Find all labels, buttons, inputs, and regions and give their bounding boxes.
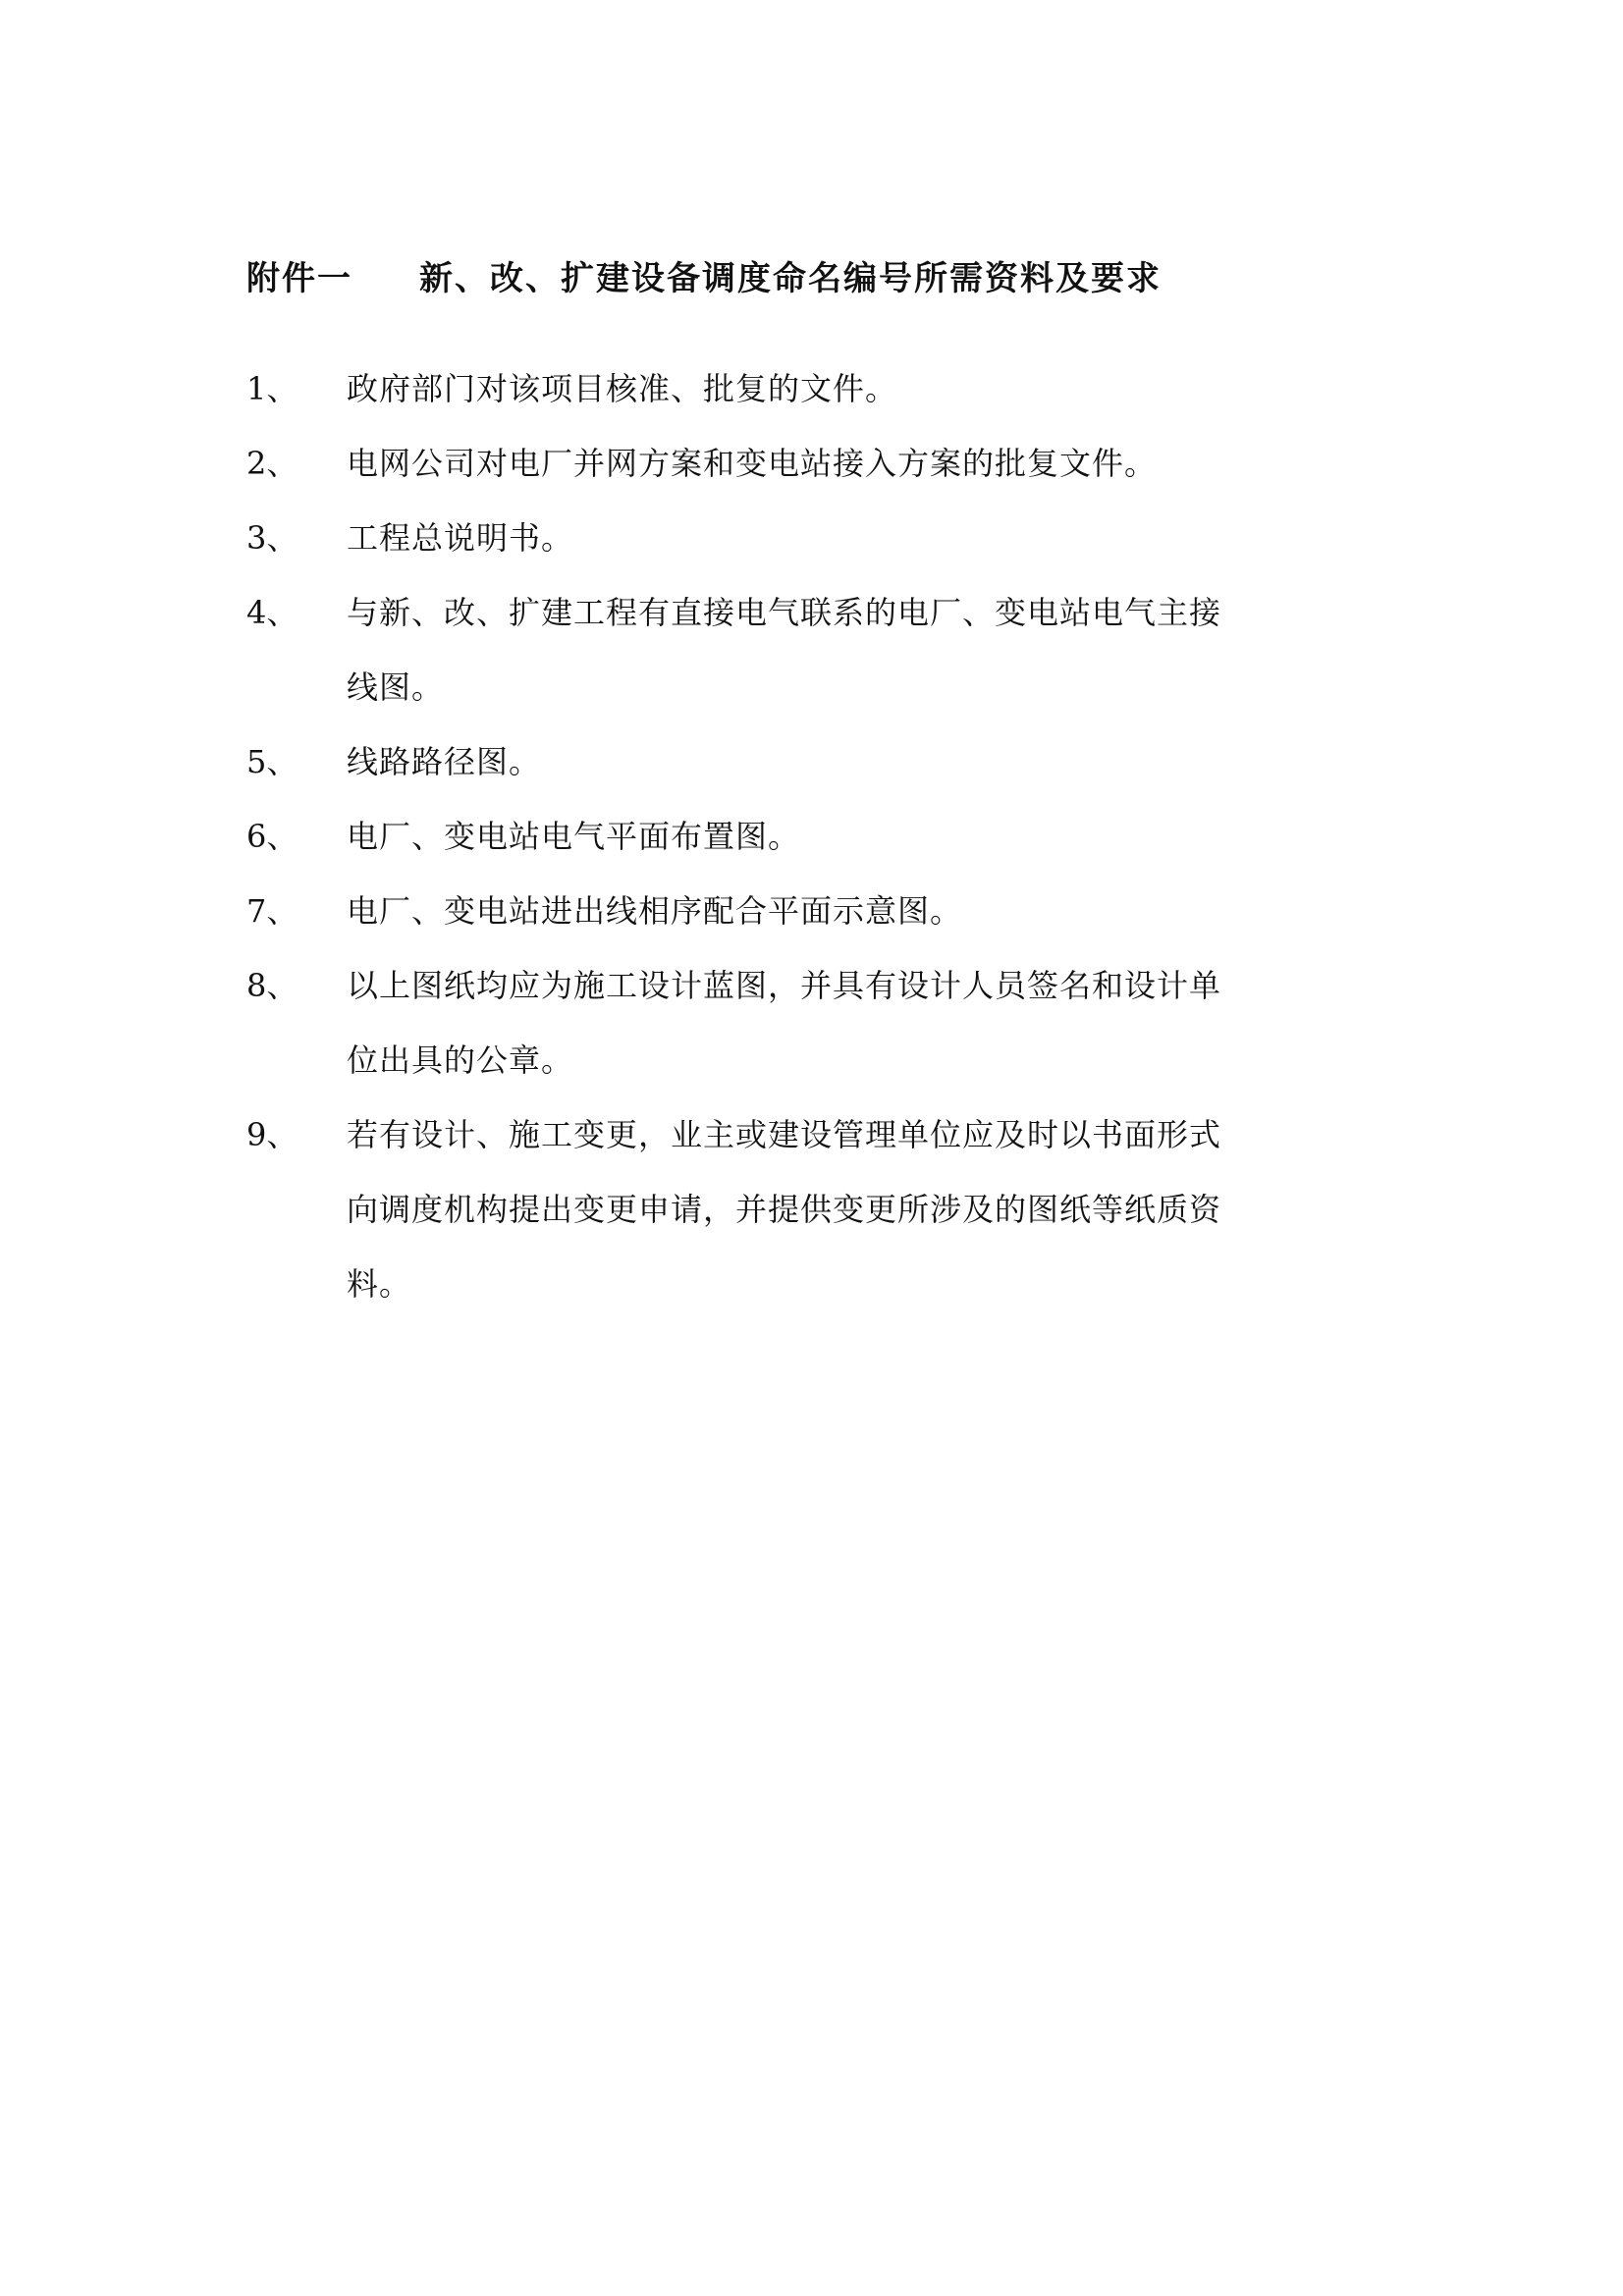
list-item-number: 8、: [246, 967, 298, 1004]
list-item: [246, 799, 1385, 874]
list-item-number: 2、: [246, 445, 298, 482]
list-item-text: [347, 351, 1385, 426]
list-item-line: 电厂、变电站电气平面布置图。: [347, 818, 801, 855]
list-item-line: 以上图纸均应为施工设计蓝图，并具有设计人员签名和设计单: [347, 967, 1222, 1004]
list-item-text: [347, 874, 1385, 948]
requirements-list: [246, 351, 1385, 1321]
list-item: [246, 351, 1385, 426]
list-item: [246, 948, 1385, 1097]
list-item-line: 政府部门对该项目核准、批复的文件。: [347, 370, 898, 407]
list-item-line: 线图。: [347, 668, 445, 706]
list-item: [246, 501, 1385, 575]
list-item-line: 电厂、变电站进出线相序配合平面示意图。: [347, 892, 963, 930]
list-item-line: 与新、改、扩建工程有直接电气联系的电厂、变电站电气主接: [347, 594, 1222, 631]
list-item-text: [347, 575, 1385, 724]
list-item-text: [347, 724, 1385, 799]
list-item-number: 5、: [246, 743, 298, 780]
list-item-line: 料。: [347, 1265, 412, 1303]
list-item-line: 线路路径图。: [347, 743, 542, 780]
list-item-text: [347, 501, 1385, 575]
list-item-line: 电网公司对电厂并网方案和变电站接入方案的批复文件。: [347, 445, 1158, 482]
list-item-line: 若有设计、施工变更，业主或建设管理单位应及时以书面形式: [347, 1116, 1222, 1153]
list-item: [246, 1097, 1385, 1321]
list-item-number: 7、: [246, 892, 298, 930]
list-item-line: 向调度机构提出变更申请，并提供变更所涉及的图纸等纸质资: [347, 1191, 1222, 1228]
list-item: [246, 874, 1385, 948]
list-item-number: 1、: [246, 370, 298, 407]
attachment-title: 新、改、扩建设备调度命名编号所需资料及要求: [419, 258, 1162, 298]
list-item: [246, 575, 1385, 724]
page-heading: [246, 247, 1162, 302]
list-item: [246, 724, 1385, 799]
list-item-text: [347, 799, 1385, 874]
list-item-text: [347, 948, 1385, 1097]
list-item-text: [347, 426, 1385, 501]
attachment-label: 附件一: [246, 258, 352, 298]
list-item-line: 工程总说明书。: [347, 519, 574, 557]
list-item-number: 4、: [246, 594, 298, 631]
list-item-number: 9、: [246, 1116, 298, 1153]
list-item-line: 位出具的公章。: [347, 1041, 574, 1079]
list-item-text: [347, 1097, 1385, 1321]
list-item: [246, 426, 1385, 501]
list-item-number: 3、: [246, 519, 298, 557]
list-item-number: 6、: [246, 818, 298, 855]
